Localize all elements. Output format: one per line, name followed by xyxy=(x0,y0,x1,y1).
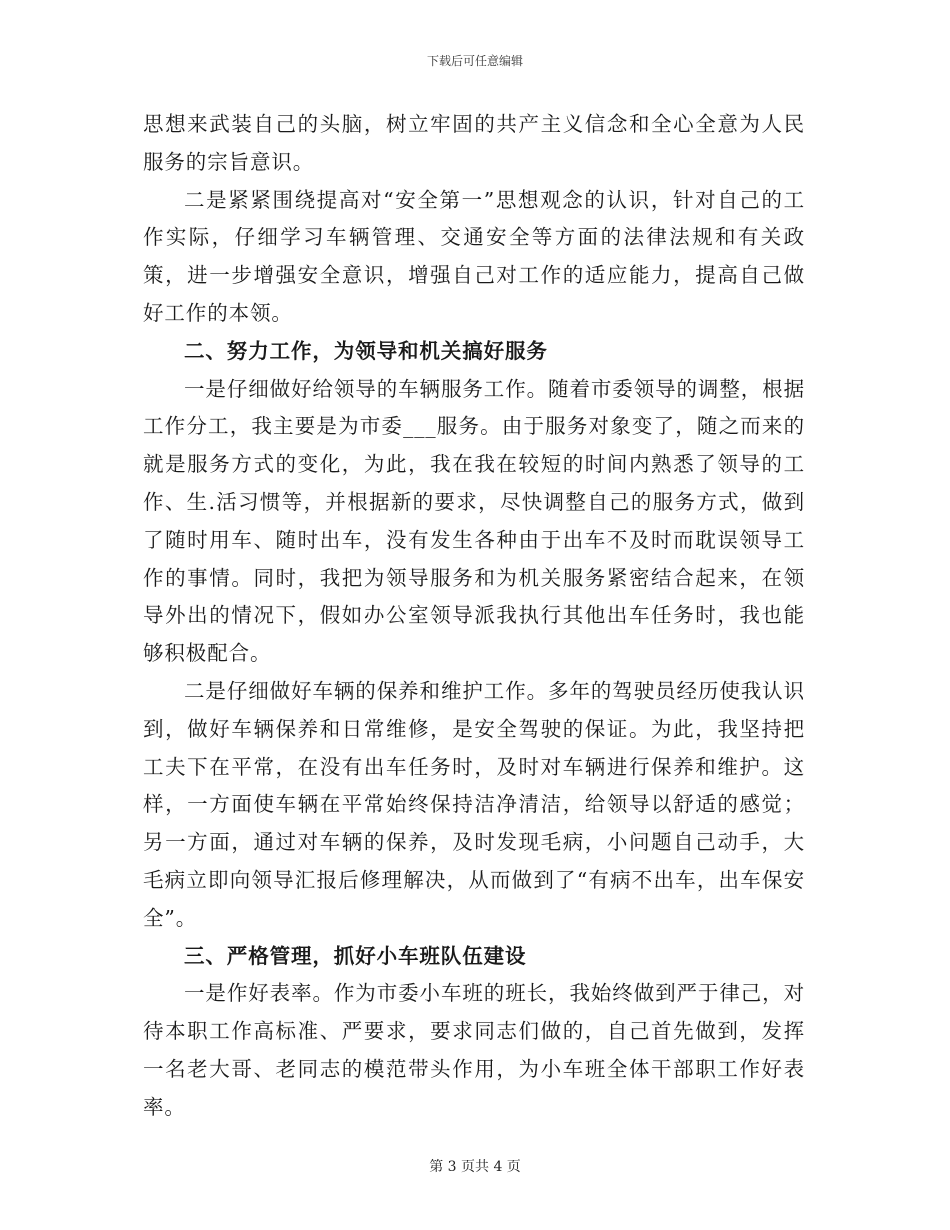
paragraph-set-example: 一是作好表率。作为市委小车班的班长，我始终做到严于律己，对待本职工作高标准、严要求，要求同志们做的，自己首先做到，发挥一名老大哥、老同志的模范带头作用，为小车班全体干部职工作好表率。 xyxy=(143,981,805,1119)
section-heading-service: 二、努力工作，为领导和机关搞好服务 xyxy=(184,338,548,363)
paragraph-continuation: 思想来武装自己的头脑，树立牢固的共产主义信念和全心全意为人民服务的宗旨意识。 xyxy=(143,112,805,174)
document-body xyxy=(143,106,805,1127)
section-heading-management: 三、严格管理，抓好小车班队伍建设 xyxy=(184,943,527,968)
page-footer: 第 3 页共 4 页 xyxy=(429,1159,521,1175)
page-header: 下载后可任意编辑 xyxy=(426,54,523,68)
paragraph-vehicle-maintenance: 二是仔细做好车辆的保养和维护工作。多年的驾驶员经历使我认识到，做好车辆保养和日常维修，是安全驾驶的保证。为此，我坚持把工夫下在平常，在没有出车任务时，及时对车辆进行保养和维护。这样，一方面使车辆在平常始终保持洁净清洁，给领导以舒适的感觉；另一方面，通过对车辆的保养，及时发现毛病，小问题自己动手，大毛病立即向领导汇报后修理解决，从而做到了“有病不出车，出车保安全”。 xyxy=(143,678,805,930)
paragraph-leader-service: 一是仔细做好给领导的车辆服务工作。随着市委领导的调整，根据工作分工，我主要是为市委___服务。由于服务对象变了，随之而来的就是服务方式的变化，为此，我在我在较短的时间内熟悉了领导的工作、生.活习惯等，并根据新的要求，尽快调整自己的服务方式，做到了随时用车、随时出车，没有发生各种由于出车不及时而耽误领导工作的事情。同时，我把为领导服务和为机关服务紧密结合起来，在领导外出的情况下，假如办公室领导派我执行其他出车任务时，我也能够积极配合。 xyxy=(143,376,805,666)
paragraph-safety-awareness: 二是紧紧围绕提高对“安全第一”思想观念的认识，针对自己的工作实际，仔细学习车辆管理、交通安全等方面的法律法规和有关政策，进一步增强安全意识，增强自己对工作的适应能力，提高自己做好工作的本领。 xyxy=(143,187,805,325)
